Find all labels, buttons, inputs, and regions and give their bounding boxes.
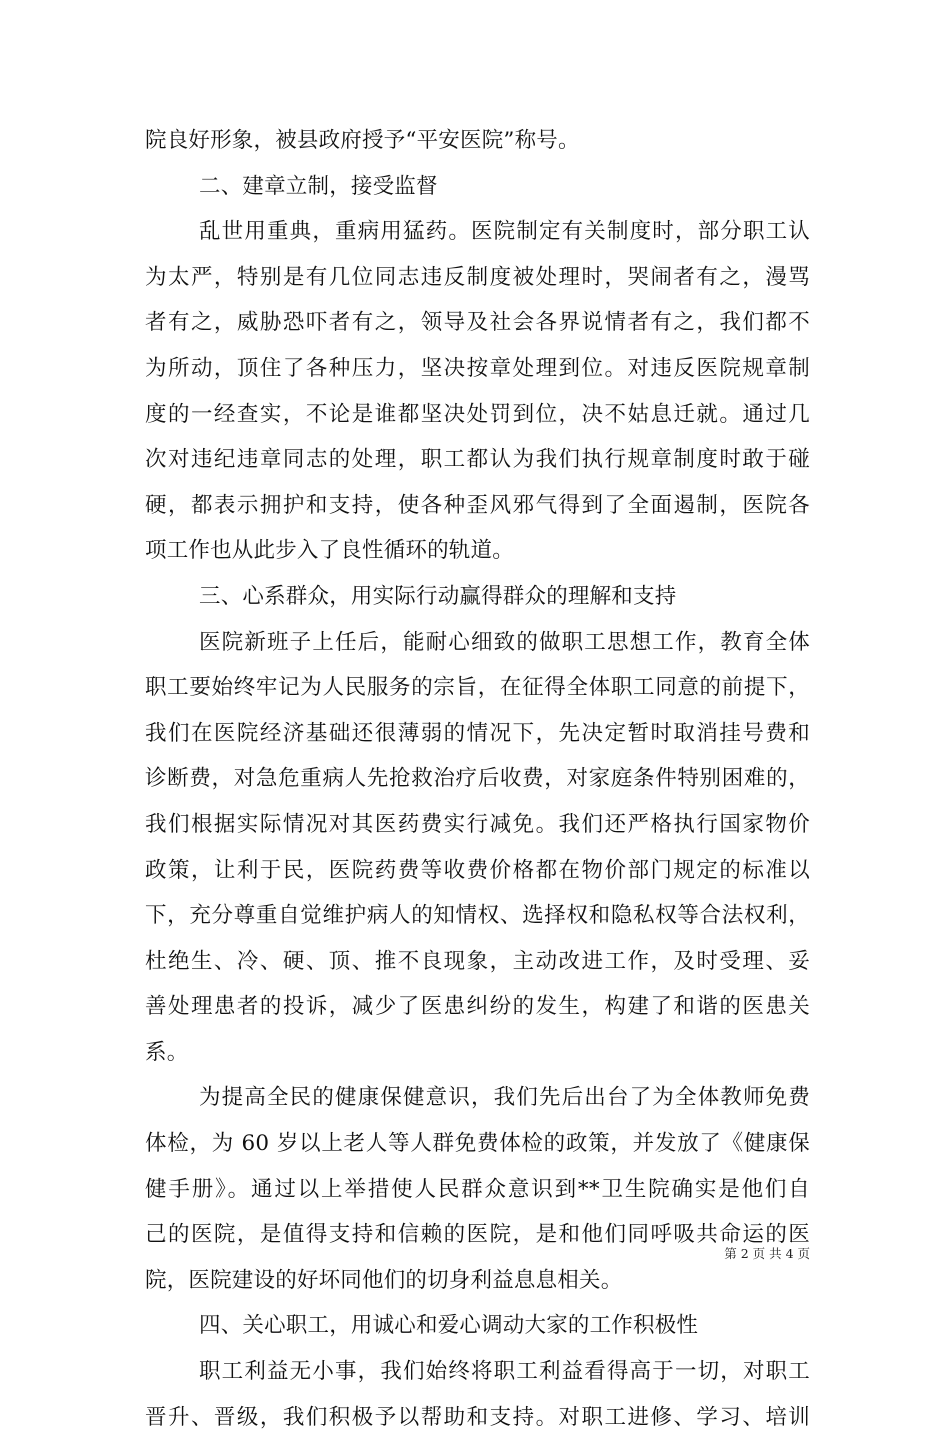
text-line: 我们在医院经济基础还很薄弱的情况下，先决定暂时取消挂号费和	[145, 720, 810, 746]
text-line: 系。	[145, 1039, 189, 1065]
text-line: 项工作也从此步入了良性循环的轨道。	[145, 538, 514, 564]
text-line: 院，医院建设的好坏同他们的切身利益息息相关。	[145, 1267, 623, 1293]
text-line: 健手册》。通过以上举措使人民群众意识到**卫生院确实是他们自	[145, 1176, 810, 1202]
text-line: 下，充分尊重自觉维护病人的知情权、选择权和隐私权等合法权利，	[145, 903, 810, 929]
page-number: 第 2 页 共 4 页	[724, 1246, 810, 1261]
text-line: 杜绝生、冷、硬、顶、推不良现象，主动改进工作，及时受理、妥	[145, 948, 810, 974]
text-line: 体检，为 60 岁以上老人等人群免费体检的政策，并发放了《健康保	[145, 1131, 810, 1157]
document-body	[145, 118, 810, 1440]
text-line: 三、心系群众，用实际行动赢得群众的理解和支持	[199, 583, 677, 609]
text-line: 己的医院，是值得支持和信赖的医院，是和他们同呼吸共命运的医	[145, 1222, 810, 1248]
text-line: 我们根据实际情况对其医药费实行减免。我们还严格执行国家物价	[145, 811, 810, 837]
text-line: 政策，让利于民，医院药费等收费价格都在物价部门规定的标准以	[145, 857, 810, 883]
text-line: 为所动，顶住了各种压力，坚决按章处理到位。对违反医院规章制	[145, 355, 810, 381]
text-line: 乱世用重典，重病用猛药。医院制定有关制度时，部分职工认	[199, 219, 810, 245]
text-line: 晋升、晋级，我们积极予以帮助和支持。对职工进修、学习、培训	[145, 1404, 810, 1430]
text-line: 者有之，威胁恐吓者有之，领导及社会各界说情者有之，我们都不	[145, 310, 810, 336]
text-line: 四、关心职工，用诚心和爱心调动大家的工作积极性	[199, 1313, 699, 1339]
text-line: 硬，都表示拥护和支持，使各种歪风邪气得到了全面遏制，医院各	[145, 492, 810, 518]
text-line: 诊断费，对急危重病人先抢救治疗后收费，对家庭条件特别困难的，	[145, 766, 810, 792]
text-line: 为太严，特别是有几位同志违反制度被处理时，哭闹者有之，漫骂	[145, 264, 810, 290]
text-line: 善处理患者的投诉，减少了医患纠纷的发生，构建了和谐的医患关	[145, 994, 810, 1020]
text-line: 职工要始终牢记为人民服务的宗旨，在征得全体职工同意的前提下，	[145, 675, 810, 701]
text-line: 二、建章立制，接受监督	[199, 173, 438, 199]
text-line: 医院新班子上任后，能耐心细致的做职工思想工作，教育全体	[199, 629, 810, 655]
text-line: 职工利益无小事，我们始终将职工利益看得高于一切，对职工	[199, 1359, 810, 1385]
text-line: 为提高全民的健康保健意识，我们先后出台了为全体教师免费	[199, 1085, 810, 1111]
text-line: 院良好形象，被县政府授予“平安医院”称号。	[145, 128, 580, 153]
text-line: 度的一经查实，不论是谁都坚决处罚到位，决不姑息迁就。通过几	[145, 401, 810, 427]
text-line: 次对违纪违章同志的处理，职工都认为我们执行规章制度时敢于碰	[145, 447, 810, 473]
